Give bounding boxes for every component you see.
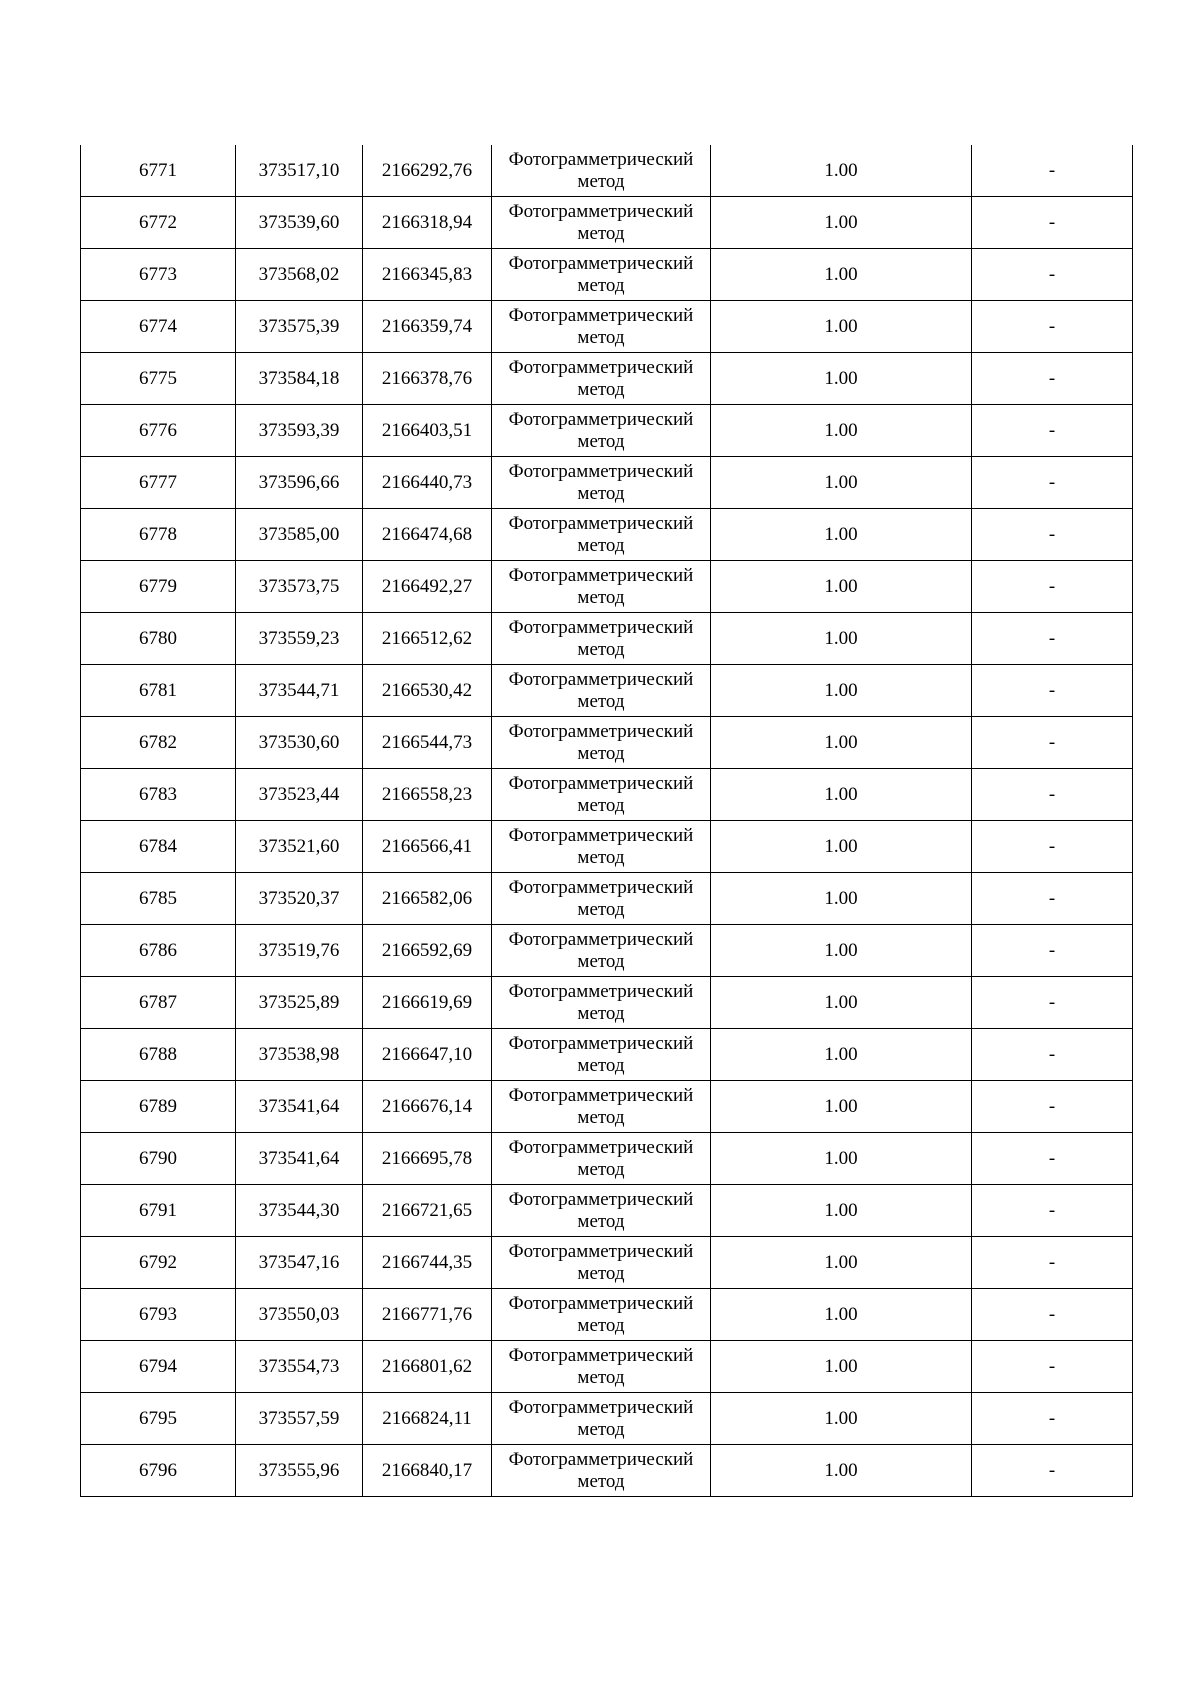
accuracy-cell: 1.00 bbox=[711, 197, 972, 249]
accuracy-cell: 1.00 bbox=[711, 145, 972, 197]
method-cell bbox=[492, 561, 711, 613]
note-cell: - bbox=[972, 1237, 1133, 1289]
table-row bbox=[81, 1341, 1133, 1393]
y-coordinate-cell: 2166744,35 bbox=[363, 1237, 492, 1289]
table-row bbox=[81, 717, 1133, 769]
method-cell bbox=[492, 197, 711, 249]
accuracy-cell: 1.00 bbox=[711, 509, 972, 561]
x-coordinate-cell: 373541,64 bbox=[236, 1133, 363, 1185]
point-number-cell: 6796 bbox=[81, 1445, 236, 1497]
accuracy-cell: 1.00 bbox=[711, 1393, 972, 1445]
table-row bbox=[81, 249, 1133, 301]
table-row bbox=[81, 1393, 1133, 1445]
point-number-cell: 6777 bbox=[81, 457, 236, 509]
accuracy-cell: 1.00 bbox=[711, 977, 972, 1029]
method-cell bbox=[492, 613, 711, 665]
accuracy-cell: 1.00 bbox=[711, 561, 972, 613]
table-row bbox=[81, 873, 1133, 925]
x-coordinate-cell: 373584,18 bbox=[236, 353, 363, 405]
table-row bbox=[81, 1289, 1133, 1341]
accuracy-cell: 1.00 bbox=[711, 873, 972, 925]
accuracy-cell: 1.00 bbox=[711, 1237, 972, 1289]
note-cell: - bbox=[972, 717, 1133, 769]
table-row bbox=[81, 1237, 1133, 1289]
note-cell: - bbox=[972, 561, 1133, 613]
method-cell bbox=[492, 457, 711, 509]
table-row bbox=[81, 1185, 1133, 1237]
method-text: Фотограмметрический метод bbox=[508, 876, 694, 920]
point-number-cell: 6787 bbox=[81, 977, 236, 1029]
point-number-cell: 6781 bbox=[81, 665, 236, 717]
table-row bbox=[81, 405, 1133, 457]
method-cell bbox=[492, 509, 711, 561]
method-cell bbox=[492, 353, 711, 405]
table-row bbox=[81, 509, 1133, 561]
note-cell: - bbox=[972, 405, 1133, 457]
y-coordinate-cell: 2166771,76 bbox=[363, 1289, 492, 1341]
point-number-cell: 6791 bbox=[81, 1185, 236, 1237]
coordinates-table bbox=[80, 145, 1133, 1497]
method-cell bbox=[492, 977, 711, 1029]
accuracy-cell: 1.00 bbox=[711, 1081, 972, 1133]
note-cell: - bbox=[972, 1185, 1133, 1237]
x-coordinate-cell: 373557,59 bbox=[236, 1393, 363, 1445]
accuracy-cell: 1.00 bbox=[711, 1029, 972, 1081]
accuracy-cell: 1.00 bbox=[711, 249, 972, 301]
point-number-cell: 6790 bbox=[81, 1133, 236, 1185]
x-coordinate-cell: 373523,44 bbox=[236, 769, 363, 821]
method-cell bbox=[492, 769, 711, 821]
method-cell bbox=[492, 1393, 711, 1445]
point-number-cell: 6785 bbox=[81, 873, 236, 925]
y-coordinate-cell: 2166378,76 bbox=[363, 353, 492, 405]
x-coordinate-cell: 373547,16 bbox=[236, 1237, 363, 1289]
y-coordinate-cell: 2166566,41 bbox=[363, 821, 492, 873]
y-coordinate-cell: 2166544,73 bbox=[363, 717, 492, 769]
point-number-cell: 6782 bbox=[81, 717, 236, 769]
x-coordinate-cell: 373554,73 bbox=[236, 1341, 363, 1393]
table-row bbox=[81, 353, 1133, 405]
y-coordinate-cell: 2166647,10 bbox=[363, 1029, 492, 1081]
method-cell bbox=[492, 1237, 711, 1289]
accuracy-cell: 1.00 bbox=[711, 301, 972, 353]
accuracy-cell: 1.00 bbox=[711, 613, 972, 665]
note-cell: - bbox=[972, 1393, 1133, 1445]
table-row bbox=[81, 457, 1133, 509]
method-text: Фотограмметрический метод bbox=[508, 148, 694, 192]
method-text: Фотограмметрический метод bbox=[508, 252, 694, 296]
method-cell bbox=[492, 821, 711, 873]
point-number-cell: 6779 bbox=[81, 561, 236, 613]
y-coordinate-cell: 2166619,69 bbox=[363, 977, 492, 1029]
point-number-cell: 6776 bbox=[81, 405, 236, 457]
y-coordinate-cell: 2166318,94 bbox=[363, 197, 492, 249]
method-text: Фотограмметрический метод bbox=[508, 512, 694, 556]
note-cell: - bbox=[972, 873, 1133, 925]
y-coordinate-cell: 2166403,51 bbox=[363, 405, 492, 457]
point-number-cell: 6784 bbox=[81, 821, 236, 873]
point-number-cell: 6775 bbox=[81, 353, 236, 405]
x-coordinate-cell: 373596,66 bbox=[236, 457, 363, 509]
method-text: Фотограмметрический метод bbox=[508, 1292, 694, 1336]
y-coordinate-cell: 2166824,11 bbox=[363, 1393, 492, 1445]
note-cell: - bbox=[972, 509, 1133, 561]
y-coordinate-cell: 2166676,14 bbox=[363, 1081, 492, 1133]
note-cell: - bbox=[972, 301, 1133, 353]
method-text: Фотограмметрический метод bbox=[508, 1344, 694, 1388]
note-cell: - bbox=[972, 1029, 1133, 1081]
x-coordinate-cell: 373568,02 bbox=[236, 249, 363, 301]
point-number-cell: 6773 bbox=[81, 249, 236, 301]
note-cell: - bbox=[972, 665, 1133, 717]
method-text: Фотограмметрический метод bbox=[508, 616, 694, 660]
table-row bbox=[81, 1029, 1133, 1081]
method-cell bbox=[492, 873, 711, 925]
y-coordinate-cell: 2166530,42 bbox=[363, 665, 492, 717]
point-number-cell: 6771 bbox=[81, 145, 236, 197]
point-number-cell: 6786 bbox=[81, 925, 236, 977]
x-coordinate-cell: 373525,89 bbox=[236, 977, 363, 1029]
point-number-cell: 6795 bbox=[81, 1393, 236, 1445]
x-coordinate-cell: 373530,60 bbox=[236, 717, 363, 769]
table-row bbox=[81, 925, 1133, 977]
method-text: Фотограмметрический метод bbox=[508, 1084, 694, 1128]
accuracy-cell: 1.00 bbox=[711, 665, 972, 717]
point-number-cell: 6794 bbox=[81, 1341, 236, 1393]
x-coordinate-cell: 373519,76 bbox=[236, 925, 363, 977]
point-number-cell: 6788 bbox=[81, 1029, 236, 1081]
method-text: Фотограмметрический метод bbox=[508, 1448, 694, 1492]
table-row bbox=[81, 561, 1133, 613]
table-row bbox=[81, 665, 1133, 717]
note-cell: - bbox=[972, 925, 1133, 977]
accuracy-cell: 1.00 bbox=[711, 821, 972, 873]
method-text: Фотограмметрический метод bbox=[508, 200, 694, 244]
point-number-cell: 6780 bbox=[81, 613, 236, 665]
point-number-cell: 6792 bbox=[81, 1237, 236, 1289]
method-text: Фотограмметрический метод bbox=[508, 928, 694, 972]
y-coordinate-cell: 2166492,27 bbox=[363, 561, 492, 613]
accuracy-cell: 1.00 bbox=[711, 1289, 972, 1341]
note-cell: - bbox=[972, 1341, 1133, 1393]
x-coordinate-cell: 373539,60 bbox=[236, 197, 363, 249]
x-coordinate-cell: 373585,00 bbox=[236, 509, 363, 561]
note-cell: - bbox=[972, 197, 1133, 249]
accuracy-cell: 1.00 bbox=[711, 769, 972, 821]
y-coordinate-cell: 2166292,76 bbox=[363, 145, 492, 197]
table-row bbox=[81, 613, 1133, 665]
x-coordinate-cell: 373573,75 bbox=[236, 561, 363, 613]
note-cell: - bbox=[972, 1133, 1133, 1185]
x-coordinate-cell: 373544,71 bbox=[236, 665, 363, 717]
method-text: Фотограмметрический метод bbox=[508, 772, 694, 816]
method-text: Фотограмметрический метод bbox=[508, 1396, 694, 1440]
x-coordinate-cell: 373559,23 bbox=[236, 613, 363, 665]
method-text: Фотограмметрический метод bbox=[508, 1188, 694, 1232]
table-row bbox=[81, 1081, 1133, 1133]
method-text: Фотограмметрический метод bbox=[508, 980, 694, 1024]
y-coordinate-cell: 2166474,68 bbox=[363, 509, 492, 561]
x-coordinate-cell: 373555,96 bbox=[236, 1445, 363, 1497]
note-cell: - bbox=[972, 821, 1133, 873]
y-coordinate-cell: 2166592,69 bbox=[363, 925, 492, 977]
method-text: Фотограмметрический метод bbox=[508, 460, 694, 504]
point-number-cell: 6793 bbox=[81, 1289, 236, 1341]
method-cell bbox=[492, 1133, 711, 1185]
accuracy-cell: 1.00 bbox=[711, 1185, 972, 1237]
y-coordinate-cell: 2166721,65 bbox=[363, 1185, 492, 1237]
method-cell bbox=[492, 145, 711, 197]
y-coordinate-cell: 2166359,74 bbox=[363, 301, 492, 353]
table-row bbox=[81, 301, 1133, 353]
x-coordinate-cell: 373593,39 bbox=[236, 405, 363, 457]
x-coordinate-cell: 373544,30 bbox=[236, 1185, 363, 1237]
y-coordinate-cell: 2166440,73 bbox=[363, 457, 492, 509]
method-text: Фотограмметрический метод bbox=[508, 304, 694, 348]
table-row bbox=[81, 1445, 1133, 1497]
method-cell bbox=[492, 301, 711, 353]
method-cell bbox=[492, 717, 711, 769]
method-cell bbox=[492, 1445, 711, 1497]
method-cell bbox=[492, 925, 711, 977]
table-row bbox=[81, 197, 1133, 249]
method-text: Фотограмметрический метод bbox=[508, 408, 694, 452]
x-coordinate-cell: 373520,37 bbox=[236, 873, 363, 925]
note-cell: - bbox=[972, 1289, 1133, 1341]
accuracy-cell: 1.00 bbox=[711, 1445, 972, 1497]
point-number-cell: 6774 bbox=[81, 301, 236, 353]
accuracy-cell: 1.00 bbox=[711, 457, 972, 509]
x-coordinate-cell: 373575,39 bbox=[236, 301, 363, 353]
note-cell: - bbox=[972, 977, 1133, 1029]
note-cell: - bbox=[972, 457, 1133, 509]
method-text: Фотограмметрический метод bbox=[508, 720, 694, 764]
method-text: Фотограмметрический метод bbox=[508, 564, 694, 608]
x-coordinate-cell: 373521,60 bbox=[236, 821, 363, 873]
method-text: Фотограмметрический метод bbox=[508, 356, 694, 400]
point-number-cell: 6783 bbox=[81, 769, 236, 821]
y-coordinate-cell: 2166558,23 bbox=[363, 769, 492, 821]
point-number-cell: 6778 bbox=[81, 509, 236, 561]
method-cell bbox=[492, 405, 711, 457]
note-cell: - bbox=[972, 613, 1133, 665]
y-coordinate-cell: 2166345,83 bbox=[363, 249, 492, 301]
method-cell bbox=[492, 249, 711, 301]
method-text: Фотограмметрический метод bbox=[508, 1136, 694, 1180]
y-coordinate-cell: 2166582,06 bbox=[363, 873, 492, 925]
point-number-cell: 6772 bbox=[81, 197, 236, 249]
method-text: Фотограмметрический метод bbox=[508, 1240, 694, 1284]
coordinates-table-body bbox=[81, 145, 1133, 1497]
table-row bbox=[81, 769, 1133, 821]
y-coordinate-cell: 2166840,17 bbox=[363, 1445, 492, 1497]
note-cell: - bbox=[972, 145, 1133, 197]
note-cell: - bbox=[972, 1081, 1133, 1133]
table-row bbox=[81, 1133, 1133, 1185]
x-coordinate-cell: 373517,10 bbox=[236, 145, 363, 197]
table-row bbox=[81, 145, 1133, 197]
x-coordinate-cell: 373538,98 bbox=[236, 1029, 363, 1081]
method-cell bbox=[492, 1289, 711, 1341]
method-text: Фотограмметрический метод bbox=[508, 824, 694, 868]
method-cell bbox=[492, 1029, 711, 1081]
method-cell bbox=[492, 665, 711, 717]
method-cell bbox=[492, 1341, 711, 1393]
y-coordinate-cell: 2166512,62 bbox=[363, 613, 492, 665]
accuracy-cell: 1.00 bbox=[711, 405, 972, 457]
note-cell: - bbox=[972, 249, 1133, 301]
method-text: Фотограмметрический метод bbox=[508, 1032, 694, 1076]
x-coordinate-cell: 373550,03 bbox=[236, 1289, 363, 1341]
accuracy-cell: 1.00 bbox=[711, 353, 972, 405]
accuracy-cell: 1.00 bbox=[711, 925, 972, 977]
accuracy-cell: 1.00 bbox=[711, 717, 972, 769]
note-cell: - bbox=[972, 353, 1133, 405]
accuracy-cell: 1.00 bbox=[711, 1133, 972, 1185]
table-row bbox=[81, 977, 1133, 1029]
method-cell bbox=[492, 1081, 711, 1133]
y-coordinate-cell: 2166695,78 bbox=[363, 1133, 492, 1185]
x-coordinate-cell: 373541,64 bbox=[236, 1081, 363, 1133]
y-coordinate-cell: 2166801,62 bbox=[363, 1341, 492, 1393]
table-row bbox=[81, 821, 1133, 873]
method-text: Фотограмметрический метод bbox=[508, 668, 694, 712]
accuracy-cell: 1.00 bbox=[711, 1341, 972, 1393]
method-cell bbox=[492, 1185, 711, 1237]
point-number-cell: 6789 bbox=[81, 1081, 236, 1133]
note-cell: - bbox=[972, 769, 1133, 821]
note-cell: - bbox=[972, 1445, 1133, 1497]
